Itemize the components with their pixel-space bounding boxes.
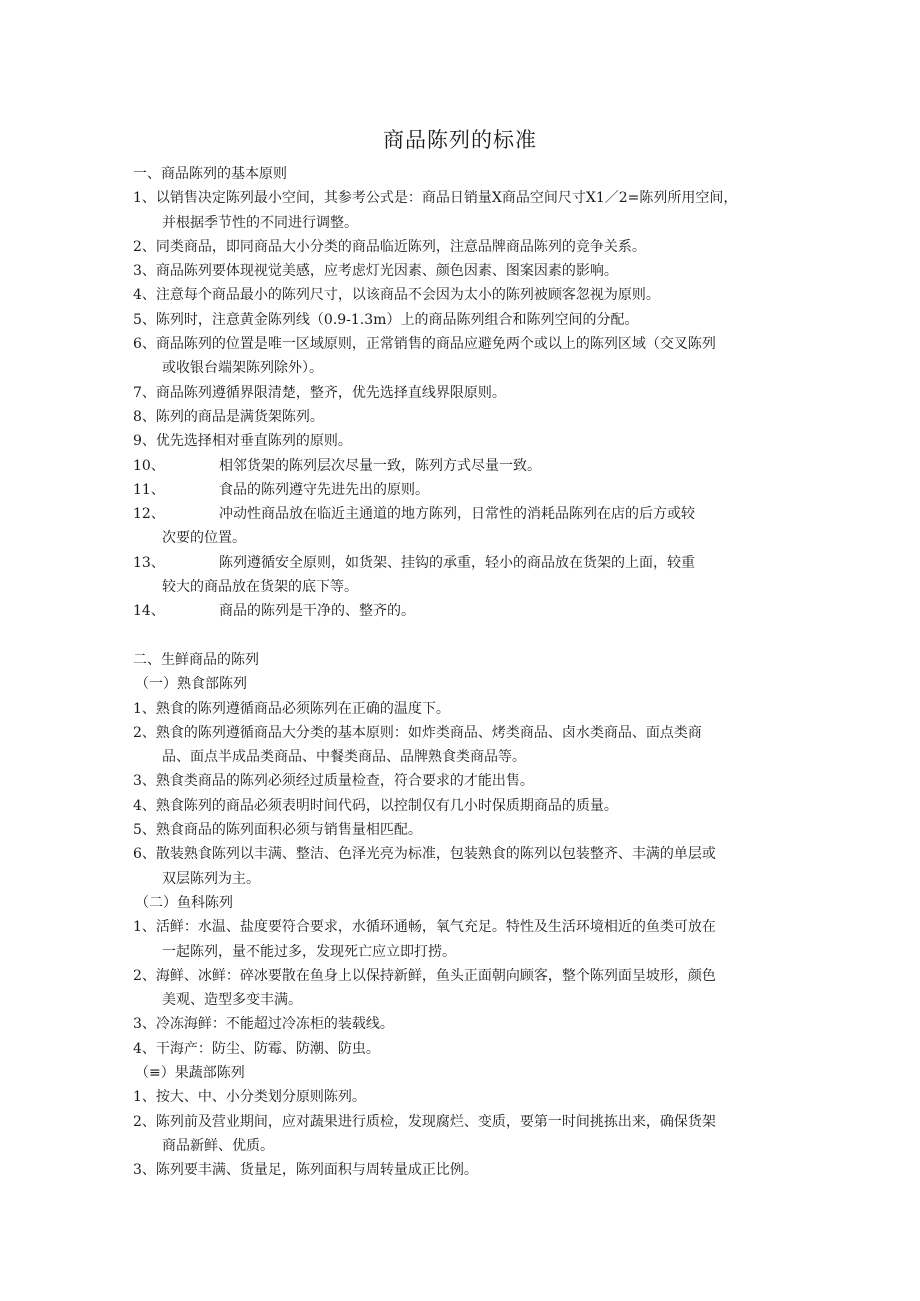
item-text: 冲动性商品放在临近主通道的地方陈列，日常性的消耗品陈列在店的后方或较 xyxy=(219,506,695,523)
paragraph-line: 4、干海产：防尘、防霉、防潮、防虫。 xyxy=(133,1040,380,1057)
section-heading: 一、商品陈列的基本原则 xyxy=(133,166,287,182)
item-text: 陈列遵循安全原则，如货架、挂钩的承重，轻小的商品放在货架的上面，较重 xyxy=(219,554,695,571)
item-number: 13、 xyxy=(133,554,165,571)
numbered-item xyxy=(133,502,813,526)
paragraph-line: 3、陈列要丰满、货量足，陈列面积与周转量成正比例。 xyxy=(133,1162,478,1179)
paragraph-line: 6、散装熟食陈列以丰满、整洁、色泽光亮为标准，包装熟食的陈列以包装整齐、丰满的单层或 xyxy=(133,846,716,863)
subsection-heading: （二）鱼科陈列 xyxy=(135,894,233,911)
paragraph-line: 3、商品陈列要体现视觉美感，应考虑灯光因素、颜色因素、图案因素的影响。 xyxy=(133,263,618,280)
paragraph-line: 4、熟食陈列的商品必须表明时间代码，以控制仅有几小时保质期商品的质量。 xyxy=(133,797,618,814)
paragraph-line: 美观、造型多变丰满。 xyxy=(162,992,302,1009)
page-title: 商品陈列的标准 xyxy=(383,128,537,152)
item-number: 10、 xyxy=(133,457,165,474)
item-number: 12、 xyxy=(133,506,165,523)
item-text: 食品的陈列遵守先进先出的原则。 xyxy=(219,481,429,498)
item-number: 11、 xyxy=(133,481,165,498)
paragraph-line: 并根据季节性的不同进行调整。 xyxy=(162,214,358,231)
paragraph-line: 2、海鲜、冰鲜：碎冰要散在鱼身上以保持新鲜，鱼头正面朝向顾客，整个陈列面呈坡形，颜色 xyxy=(133,967,716,984)
numbered-item xyxy=(133,454,813,478)
paragraph-line: 商品新鲜、优质。 xyxy=(162,1137,274,1154)
paragraph-line: 5、陈列时，注意黄金陈列线（0.9-1.3m）上的商品陈列组合和陈列空间的分配。 xyxy=(133,311,639,328)
paragraph-line: 1、以销售决定陈列最小空间，其参考公式是：商品日销量X商品空间尺寸X1／2=陈列所用空间， xyxy=(133,190,738,207)
document-body xyxy=(133,162,813,1182)
paragraph-line: 2、陈列前及营业期间，应对蔬果进行质检，发现腐烂、变质，要第一时间挑拣出来，确保货架 xyxy=(133,1113,716,1130)
paragraph-line: 3、冷冻海鲜：不能超过冷冻柜的装载线。 xyxy=(133,1016,394,1033)
paragraph-line: 或收银台端架陈列除外）。 xyxy=(162,360,323,377)
numbered-item xyxy=(133,599,813,623)
item-continuation: 较大的商品放在货架的底下等。 xyxy=(162,579,358,596)
subsection-heading: （一）熟食部陈列 xyxy=(135,676,247,693)
paragraph-line: 1、活鲜：水温、盐度要符合要求，水循环通畅，氧气充足。特性及生活环境相近的鱼类可放在 xyxy=(133,919,716,936)
section-heading: 二、生鲜商品的陈列 xyxy=(133,651,259,668)
paragraph-line: 2、熟食的陈列遵循商品大分类的基本原则：如炸类商品、烤类商品、卤水类商品、面点类商 xyxy=(133,724,702,741)
paragraph-line: 6、商品陈列的位置是唯一区域原则，正常销售的商品应避免两个或以上的陈列区域（交叉陈列 xyxy=(133,336,716,353)
paragraph-line: 4、注意每个商品最小的陈列尺寸，以该商品不会因为太小的陈列被顾客忽视为原则。 xyxy=(133,287,660,304)
paragraph-line: 1、按大、中、小分类划分原则陈列。 xyxy=(133,1089,366,1106)
item-text: 相邻货架的陈列层次尽量一致，陈列方式尽量一致。 xyxy=(219,457,541,474)
paragraph-line: 品、面点半成品类商品、中餐类商品、品牌熟食类商品等。 xyxy=(162,749,526,766)
paragraph-line: 3、熟食类商品的陈列必须经过质量检查，符合要求的才能出售。 xyxy=(133,773,534,790)
item-text: 商品的陈列是干净的、整齐的。 xyxy=(219,603,415,620)
paragraph-line: 7、商品陈列遵循界限清楚，整齐，优先选择直线界限原则。 xyxy=(133,384,506,401)
item-continuation: 次要的位置。 xyxy=(162,530,246,547)
item-number: 14、 xyxy=(133,603,165,620)
subsection-heading: （≡）果蔬部陈列 xyxy=(135,1064,245,1081)
paragraph-line: 5、熟食商品的陈列面积必须与销售量相匹配。 xyxy=(133,822,422,839)
paragraph-spacer xyxy=(133,624,813,648)
paragraph-line: 2、同类商品，即同商品大小分类的商品临近陈列，注意品牌商品陈列的竞争关系。 xyxy=(133,238,646,255)
paragraph-line: 双层陈列为主。 xyxy=(162,870,260,887)
paragraph-line: 9、优先选择相对垂直陈列的原则。 xyxy=(133,433,352,450)
paragraph-line: 一起陈列，量不能过多，发现死亡应立即打捞。 xyxy=(162,943,456,960)
numbered-item xyxy=(133,551,813,575)
numbered-item xyxy=(133,478,813,502)
paragraph-line: 1、熟食的陈列遵循商品必须陈列在正确的温度下。 xyxy=(133,700,450,717)
paragraph-line: 8、陈列的商品是满货架陈列。 xyxy=(133,408,324,425)
